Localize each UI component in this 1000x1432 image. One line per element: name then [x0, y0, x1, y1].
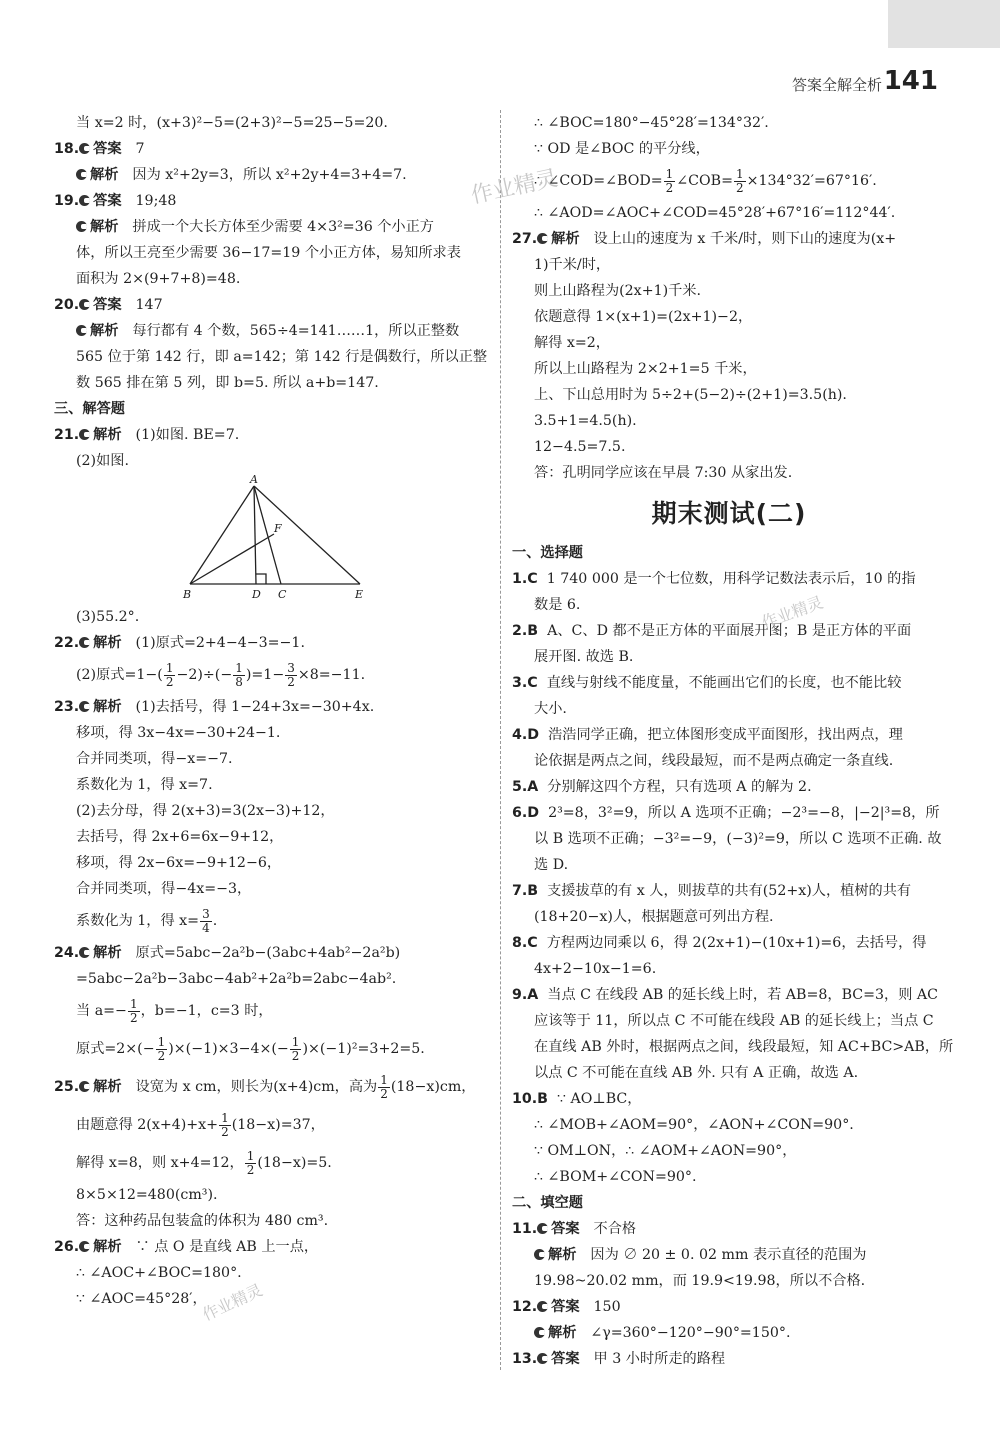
- label-F: F: [274, 522, 282, 535]
- q27-line: 依题意得 1×(x+1)=(2x+1)−2，: [534, 309, 753, 325]
- mc-item: 3.C 直线与射线不能度量，不能画出它们的长度，也不能比较: [512, 675, 902, 691]
- mc-item-line: ∴ ∠MOB+∠AOM=90°，∠AON+∠CON=90°.: [534, 1117, 854, 1133]
- q20-line2: 565 位于第 142 行，即 a=142；第 142 行是偶数行，所以正整: [76, 349, 488, 365]
- q23-explanation: 23. 解析 (1)去括号，得 1−24+3x=−30+4x.: [54, 699, 375, 715]
- fraction: $\frac{1}{2}$: [165, 660, 174, 689]
- test-title: 期末测试(二): [651, 499, 807, 528]
- left-column: [54, 110, 486, 1312]
- q27-line: 上、下山总用时为 5÷2+(5−2)÷(2+1)=3.5(h).: [534, 387, 847, 403]
- mc-item-line: (18+20−x)人，根据题意可列出方程.: [534, 909, 774, 925]
- q17-tail: 当 x=2 时，(x+3)²−5=(2+3)²−5=25−5=20.: [76, 115, 388, 131]
- q26-line3: ∵ ∠AOC=45°28′，: [76, 1291, 207, 1307]
- fraction: $\frac{1}{2}$: [736, 166, 744, 195]
- explanation-icon: [79, 1081, 90, 1092]
- q20-line3: 数 565 排在第 5 列，即 b=5. 所以 a+b=147.: [76, 375, 379, 391]
- fraction: $\frac{1}{2}$: [665, 166, 674, 195]
- q19-explanation: 解析 拼成一个大长方体至少需要 4×3²=36 个小正方: [54, 214, 486, 240]
- explanation-icon: [79, 947, 90, 958]
- right-column: [512, 110, 954, 1372]
- mc-item: 8.C 方程两边同乘以 6，得 2(2x+1)−(10x+1)=6，去括号，得: [512, 935, 927, 951]
- mc-item: 4.D 浩浩同学正确，把立体图形变成平面图形，找出两点，理: [512, 727, 903, 743]
- q19-line2: 体，所以王亮至少需要 36−17=19 个小正方体，易知所求表: [76, 245, 461, 261]
- q26-explanation: 26. 解析 ∵ 点 O 是直线 AB 上一点，: [54, 1239, 319, 1255]
- q23-last: 系数化为 1，得 x= $\frac{3}{4}$ .: [76, 906, 218, 935]
- label-D: D: [252, 588, 261, 601]
- mc-item: 9.A 当点 C 在线段 AB 的延长线上时，若 AB=8，BC=3，则 AC: [512, 987, 939, 1003]
- q24-explanation: 24. 解析 原式=5abc−2a²b−(3abc+4ab²−2a²b): [54, 945, 401, 961]
- explanation-icon: [534, 1249, 545, 1260]
- mc-item: 1.C 1 740 000 是一个七位数，用科学记数法表示后，10 的指: [512, 571, 916, 587]
- q27-line: 则上山路程为(2x+1)千米.: [534, 283, 702, 299]
- q21-part3: (3)55.2°.: [76, 609, 140, 625]
- q25-line2: 由题意得 2(x+4)+x+ $\frac{1}{2}$ (18−x)=37，: [76, 1110, 325, 1139]
- explanation-icon: [537, 233, 548, 244]
- q23-line: 系数化为 1，得 x=7.: [76, 777, 213, 793]
- q27-line: 所以上山路程为 2×2+1=5 千米，: [534, 361, 757, 377]
- q12-explanation: 解析 ∠γ=360°−120°−90°=150°.: [512, 1320, 946, 1346]
- label-E: E: [355, 588, 364, 601]
- q25-line5: 答：这种药品包装盒的体积为 480 cm³.: [76, 1213, 329, 1229]
- q19-answer: 19. 答案 19;48: [54, 193, 177, 209]
- explanation-icon: [79, 701, 90, 712]
- mc-item-line: ∵ OM⊥ON，∴ ∠AOM+∠AON=90°，: [534, 1143, 797, 1159]
- explanation-icon: [79, 637, 90, 648]
- triangle-diagram: [174, 474, 374, 602]
- fraction: $\frac{1}{2}$: [246, 1148, 255, 1177]
- mc-item-line: 展开图. 故选 B.: [534, 649, 634, 665]
- q21-explanation: 21. 解析 (1)如图. BE=7.: [54, 427, 240, 443]
- q23-line: 去括号，得 2x+6=6x−9+12，: [76, 829, 284, 845]
- q11-answer: 11. 答案 不合格: [512, 1221, 637, 1237]
- q24-line3: 当 a=− $\frac{1}{2}$ ，b=−1，c=3 时，: [76, 996, 273, 1025]
- q27-line: 解得 x=2，: [534, 335, 610, 351]
- q24-line2: =5abc−2a²b−3abc−4ab²+2a²b=2abc−4ab².: [76, 971, 397, 987]
- mc-item-line: 在直线 AB 外时，根据两点之间，线段最短，知 AC+BC>AB，所: [534, 1039, 954, 1055]
- fraction: $\frac{1}{2}$: [380, 1072, 388, 1101]
- mc-item-line: 以 B 选项不正确；−3²=−9，(−3)²=9，所以 C 选项不正确. 故: [534, 831, 942, 847]
- q11-explanation: 解析 因为 ∅ 20 ± 0. 02 mm 表示直径的范围为: [512, 1242, 946, 1268]
- q25-line4: 8×5×12=480(cm³).: [76, 1187, 218, 1203]
- q12-answer: 12. 答案 150: [512, 1299, 621, 1315]
- q11-line2: 19.98~20.02 mm，而 19.9<19.98，所以不合格.: [534, 1273, 866, 1289]
- watermark-stamp: 作业精灵: [759, 592, 826, 633]
- mc-item-line: ∴ ∠BOM+∠CON=90°.: [534, 1169, 697, 1185]
- label-C: C: [278, 588, 287, 601]
- q23-line: 移项，得 3x−4x=−30+24−1.: [76, 725, 281, 741]
- fraction: $\frac{1}{2}$: [157, 1034, 166, 1063]
- header-title: 答案全解全析: [791, 76, 882, 94]
- explanation-icon: [79, 1241, 90, 1252]
- q23-line: 移项，得 2x−6x=−9+12−6，: [76, 855, 282, 871]
- q22-explanation: 22. 解析 (1)原式=2+4−4−3=−1.: [54, 635, 305, 651]
- q27-line: 3.5+1=4.5(h).: [534, 413, 637, 429]
- section-heading: 三、解答题: [54, 401, 125, 417]
- mc-item: 6.D 2³=8，3²=9，所以 A 选项不正确；−2³=−8，|−2|³=8，所: [512, 805, 940, 821]
- triangle-figure: [54, 474, 486, 604]
- mc-item-line: 选 D.: [534, 857, 569, 873]
- fraction: $\frac{1}{8}$: [235, 660, 243, 689]
- q26-cont-line2: ∵ OD 是∠BOC 的平分线，: [534, 141, 710, 157]
- q24-line4: 原式=2×(− $\frac{1}{2}$ )×(−1)×3−4×(− $\frac{1}{2}$ )×(−1)²=3+2=5.: [76, 1034, 425, 1063]
- q27-line: 答：孔明同学应该在早晨 7:30 从家出发.: [534, 465, 793, 481]
- label-A: A: [250, 474, 258, 486]
- q18-number: 18.: [54, 141, 80, 157]
- fraction: $\frac{3}{4}$: [202, 906, 210, 935]
- mc-item: 10.B ∵ AO⊥BC，: [512, 1091, 642, 1107]
- answer-icon: [79, 195, 90, 206]
- q22-part2: (2)原式=1−( $\frac{1}{2}$ −2)÷(− $\frac{1}{8}$ )=1− $\frac{3}{2}$ ×8=−11.: [76, 660, 366, 689]
- mc-item-line: 以点 C 不可能在直线 AB 外. 只有 A 正确，故选 A.: [534, 1065, 859, 1081]
- header-tab: [888, 0, 1000, 48]
- page-number: 141: [883, 66, 938, 96]
- watermark-stamp: 作业精灵: [468, 166, 561, 209]
- q13-answer: 13. 答案 甲 3 小时所走的路程: [512, 1351, 726, 1367]
- q25-explanation: 25. 解析 设宽为 x cm，则长为(x+4)cm，高为 $\frac{1}{2}$ (18−x)cm，: [54, 1072, 476, 1101]
- mc-item: 7.B 支援拔草的有 x 人，则拔草的共有(52+x)人，植树的共有: [512, 883, 912, 899]
- answer-icon: [79, 299, 90, 310]
- q20-answer: 20. 答案 147: [54, 297, 163, 313]
- explanation-icon: [76, 169, 87, 180]
- fraction: $\frac{1}{2}$: [291, 1034, 300, 1063]
- fraction: $\frac{3}{2}$: [287, 660, 295, 689]
- q26-cont-line4: ∴ ∠AOD=∠AOC+∠COD=45°28′+67°16′=112°44′.: [534, 205, 896, 221]
- answer-icon: [79, 143, 90, 154]
- q18-explanation: 解析 因为 x²+2y=3，所以 x²+2y+4=3+4=7.: [54, 162, 486, 188]
- section-heading: 一、选择题: [512, 545, 583, 561]
- answer-icon: [537, 1301, 548, 1312]
- mc-item-line: 4x+2−10x−1=6.: [534, 961, 657, 977]
- section-heading: 二、填空题: [512, 1195, 583, 1211]
- q26-cont-line1: ∴ ∠BOC=180°−45°28′=134°32′.: [534, 115, 769, 131]
- explanation-icon: [76, 221, 87, 232]
- q18-answer: 18. 答案 7: [54, 141, 145, 157]
- q23-line: 合并同类项，得−4x=−3，: [76, 881, 252, 897]
- q19-line3: 面积为 2×(9+7+8)=48.: [76, 271, 241, 287]
- label-B: B: [183, 588, 192, 601]
- mc-item: 5.A 分别解这四个方程，只有选项 A 的解为 2.: [512, 779, 812, 795]
- q26-cont-line3: ∴ ∠COD=∠BOD= $\frac{1}{2}$ ∠COB= $\frac{1}{2}$ ×134°32′=67°16′.: [534, 166, 877, 195]
- q25-line3: 解得 x=8，则 x+4=12， $\frac{1}{2}$ (18−x)=5.: [76, 1148, 332, 1177]
- mc-item-line: 大小.: [534, 701, 567, 717]
- mc-item-line: 应该等于 11，所以点 C 不可能在线段 AB 的延长线上；当点 C: [534, 1013, 934, 1029]
- explanation-icon: [534, 1327, 545, 1338]
- watermark-stamp: 作业精灵: [199, 1280, 266, 1325]
- answer-icon: [537, 1353, 548, 1364]
- mc-item: 2.B A、C、D 都不是正方体的平面展开图；B 是正方体的平面: [512, 623, 912, 639]
- explanation-icon: [76, 325, 87, 336]
- mc-item-line: 数是 6.: [534, 597, 581, 613]
- explanation-icon: [79, 429, 90, 440]
- q23-line: 合并同类项，得−x=−7.: [76, 751, 233, 767]
- q23-line: (2)去分母，得 2(x+3)=3(2x−3)+12，: [76, 803, 335, 819]
- q27-explanation: 27. 解析 设上山的速度为 x 千米/时，则下山的速度为(x+: [512, 231, 897, 247]
- mc-item-line: 论依据是两点之间，线段最短，而不是两点确定一条直线.: [534, 753, 894, 769]
- answer-icon: [537, 1223, 548, 1234]
- fraction: $\frac{1}{2}$: [129, 996, 138, 1025]
- q26-line2: ∴ ∠AOC+∠BOC=180°.: [76, 1265, 242, 1281]
- column-divider: [500, 110, 501, 1370]
- q27-line: 1)千米/时，: [534, 257, 611, 273]
- q21-part2: (2)如图.: [76, 453, 129, 469]
- fraction: $\frac{1}{2}$: [221, 1110, 229, 1139]
- q20-explanation: 解析 每行都有 4 个数，565÷4=141……1，所以正整数: [54, 318, 486, 344]
- q27-line: 12−4.5=7.5.: [534, 439, 626, 455]
